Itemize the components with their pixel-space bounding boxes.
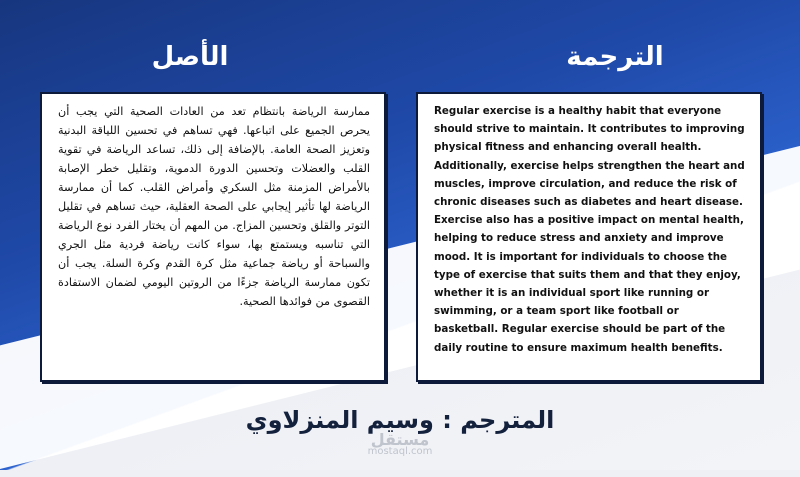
watermark [310,430,490,457]
watermark-latin: mostaql.com [367,446,433,457]
translator-credit: المترجم : وسيم المنزلاوي [245,406,555,434]
original-text-card [40,92,386,382]
translation-text: Regular exercise is a healthy habit that everyone should strive to maintain. It contributes to improving physical fitness and enhancing overall health. Additionally, exercise helps strengthen the heart and muscles, improve circulation, and reduce the risk of chronic diseases such as diabetes and heart disease. Exercise also has a positive impact on mental health, helping to reduce stress and anxiety and improve mood. It is important for individuals to choose the type of exercise that suits them and that they enjoy, whether it is an individual sport like running or swimming, or a team sport like football or basketball. Regular exercise should be part of the daily routine to ensure maximum health benefits. [434,105,745,354]
translation-heading: الترجمة [566,42,664,72]
original-heading: الأصل [151,42,229,72]
watermark-arabic: مستقل [370,430,430,449]
translation-text-card [416,92,762,382]
original-text: ممارسة الرياضة بانتظام تعد من العادات الصحية التي يجب أن يحرص الجميع على اتباعها. فهي تساهم في تحسين اللياقة البدنية وتعزيز الصحة العامة. بالإضافة إلى ذلك، تساعد الرياضة في تقوية القلب والعضلات وتحسين الدورة الدموية، وتقليل خطر الإصابة بالأمراض المزمنة مثل السكري وأمراض القلب. كما أن ممارسة الرياضة لها تأثير إيجابي على الصحة العقلية، حيث تساهم في تقليل التوتر والقلق وتحسين المزاج. من المهم أن يختار الفرد نوع الرياضة التي تناسبه ويستمتع بها، سواء كانت رياضة فردية مثل الجري والسباحة أو رياضة جماعية مثل كرة القدم وكرة السلة. يجب أن تكون ممارسة الرياضة جزءًا من الروتين اليومي لضمان الاستفادة القصوى من فوائدها الصحية. [58,105,370,308]
